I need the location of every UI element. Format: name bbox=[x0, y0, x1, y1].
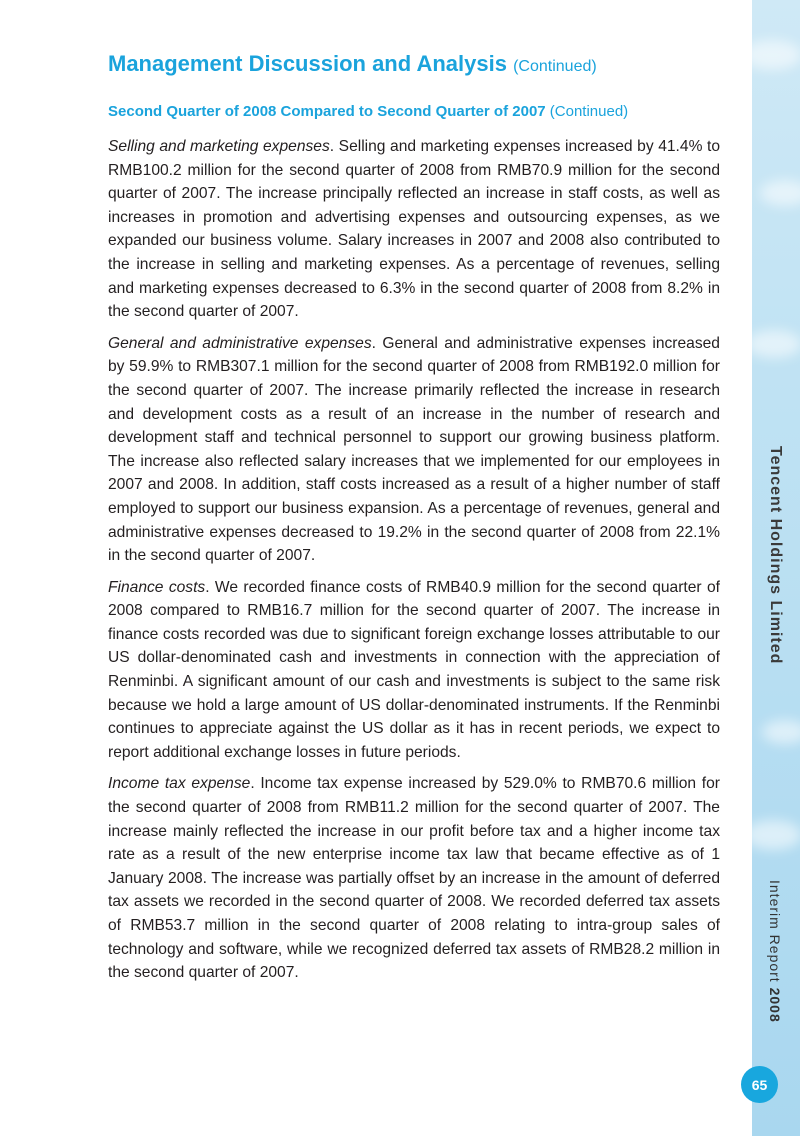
paragraph-income-tax bbox=[108, 772, 720, 984]
section-heading-suffix: (Continued) bbox=[549, 103, 629, 120]
page-number: 65 bbox=[751, 1076, 768, 1093]
paragraph-selling-marketing bbox=[108, 135, 720, 324]
section-heading bbox=[108, 101, 720, 123]
page-number-badge bbox=[741, 1066, 778, 1103]
report-year-text: 2008 bbox=[767, 987, 783, 1023]
paragraph-lead: Selling and marketing expenses bbox=[108, 138, 330, 155]
paragraph-body: . We recorded finance costs of RMB40.9 million for the second quarter of 2008 compared to RMB16.7 million for the second quarter of 2007. The increase in finance costs recorded was due to significant foreign exchange losses attributable to our US dollar-denominated cash and investments in connection with the appreciation of Renminbi. A significant amount of our cash and investments is subject to the same risk because we hold a large amount of US dollar-denominated instruments. If the Renminbi continues to appreciate against the US dollar as it has in recent periods, we expect to report additional exchange losses in future periods. bbox=[108, 578, 720, 761]
report-label-text: Interim Report bbox=[767, 880, 783, 983]
paragraph-finance-costs bbox=[108, 576, 720, 765]
sidebar-company-name bbox=[753, 440, 797, 670]
paragraph-lead: General and administrative expenses bbox=[108, 334, 372, 352]
page-title-text: Management Discussion and Analysis bbox=[108, 51, 507, 76]
main-content bbox=[108, 48, 720, 993]
paragraph-general-admin bbox=[108, 332, 720, 568]
sidebar-report-label bbox=[753, 880, 797, 1040]
section-heading-text: Second Quarter of 2008 Compared to Second Quarter of 2007 bbox=[108, 103, 546, 120]
paragraph-body: . General and administrative expenses increased by 59.9% to RMB307.1 million for the second quarter of 2008 from RMB192.0 million for the second quarter of 2007. The increase primarily reflected the increase in research and development costs as a result of an increase in the number of research and development staff and technical personnel to support our growing business platform. The increase also reflected salary increases that we implemented for our employees in 2007 and 2008. In addition, staff costs increased as a result of a higher number of staff employed to support our business expansion. As a percentage of revenues, general and administrative expenses decreased to 19.2% in the second quarter of 2008 from 22.1% in the second quarter of 2007. bbox=[108, 334, 720, 565]
page-title-suffix: (Continued) bbox=[513, 58, 597, 75]
company-name-text: Tencent Holdings Limited bbox=[767, 445, 784, 665]
paragraph-lead: Finance costs bbox=[108, 578, 206, 596]
paragraph-body: . Income tax expense increased by 529.0% to RMB70.6 million for the second quarter of 2008 from RMB11.2 million for the second quarter of 2007. The increase mainly reflected the increase in our profit before tax and a higher income tax rate as a result of the new enterprise income tax law that became effective as of 1 January 2008. The increase was partially offset by an increase in the amount of deferred tax assets we recorded in the second quarter of 2008. We recorded deferred tax assets of RMB53.7 million in the second quarter of 2008 relating to intra-group sales of technology and software, while we recognized deferred tax assets of RMB28.2 million in the second quarter of 2007. bbox=[108, 775, 720, 982]
paragraph-lead: Income tax expense bbox=[108, 775, 251, 793]
page-title bbox=[108, 48, 720, 83]
paragraph-body: . Selling and marketing expenses increased by 41.4% to RMB100.2 million for the second quarter of 2008 from RMB70.9 million for the second quarter of 2007. The increase principally reflected an increase in staff costs, as well as increases in promotion and advertising expenses and outsourcing expenses, as we expanded our business volume. Salary increases in 2007 and 2008 also contributed to the increase in selling and marketing expenses. As a percentage of revenues, selling and marketing expenses decreased to 6.3% in the second quarter of 2008 from 8.2% in the second quarter of 2007. bbox=[108, 138, 721, 321]
